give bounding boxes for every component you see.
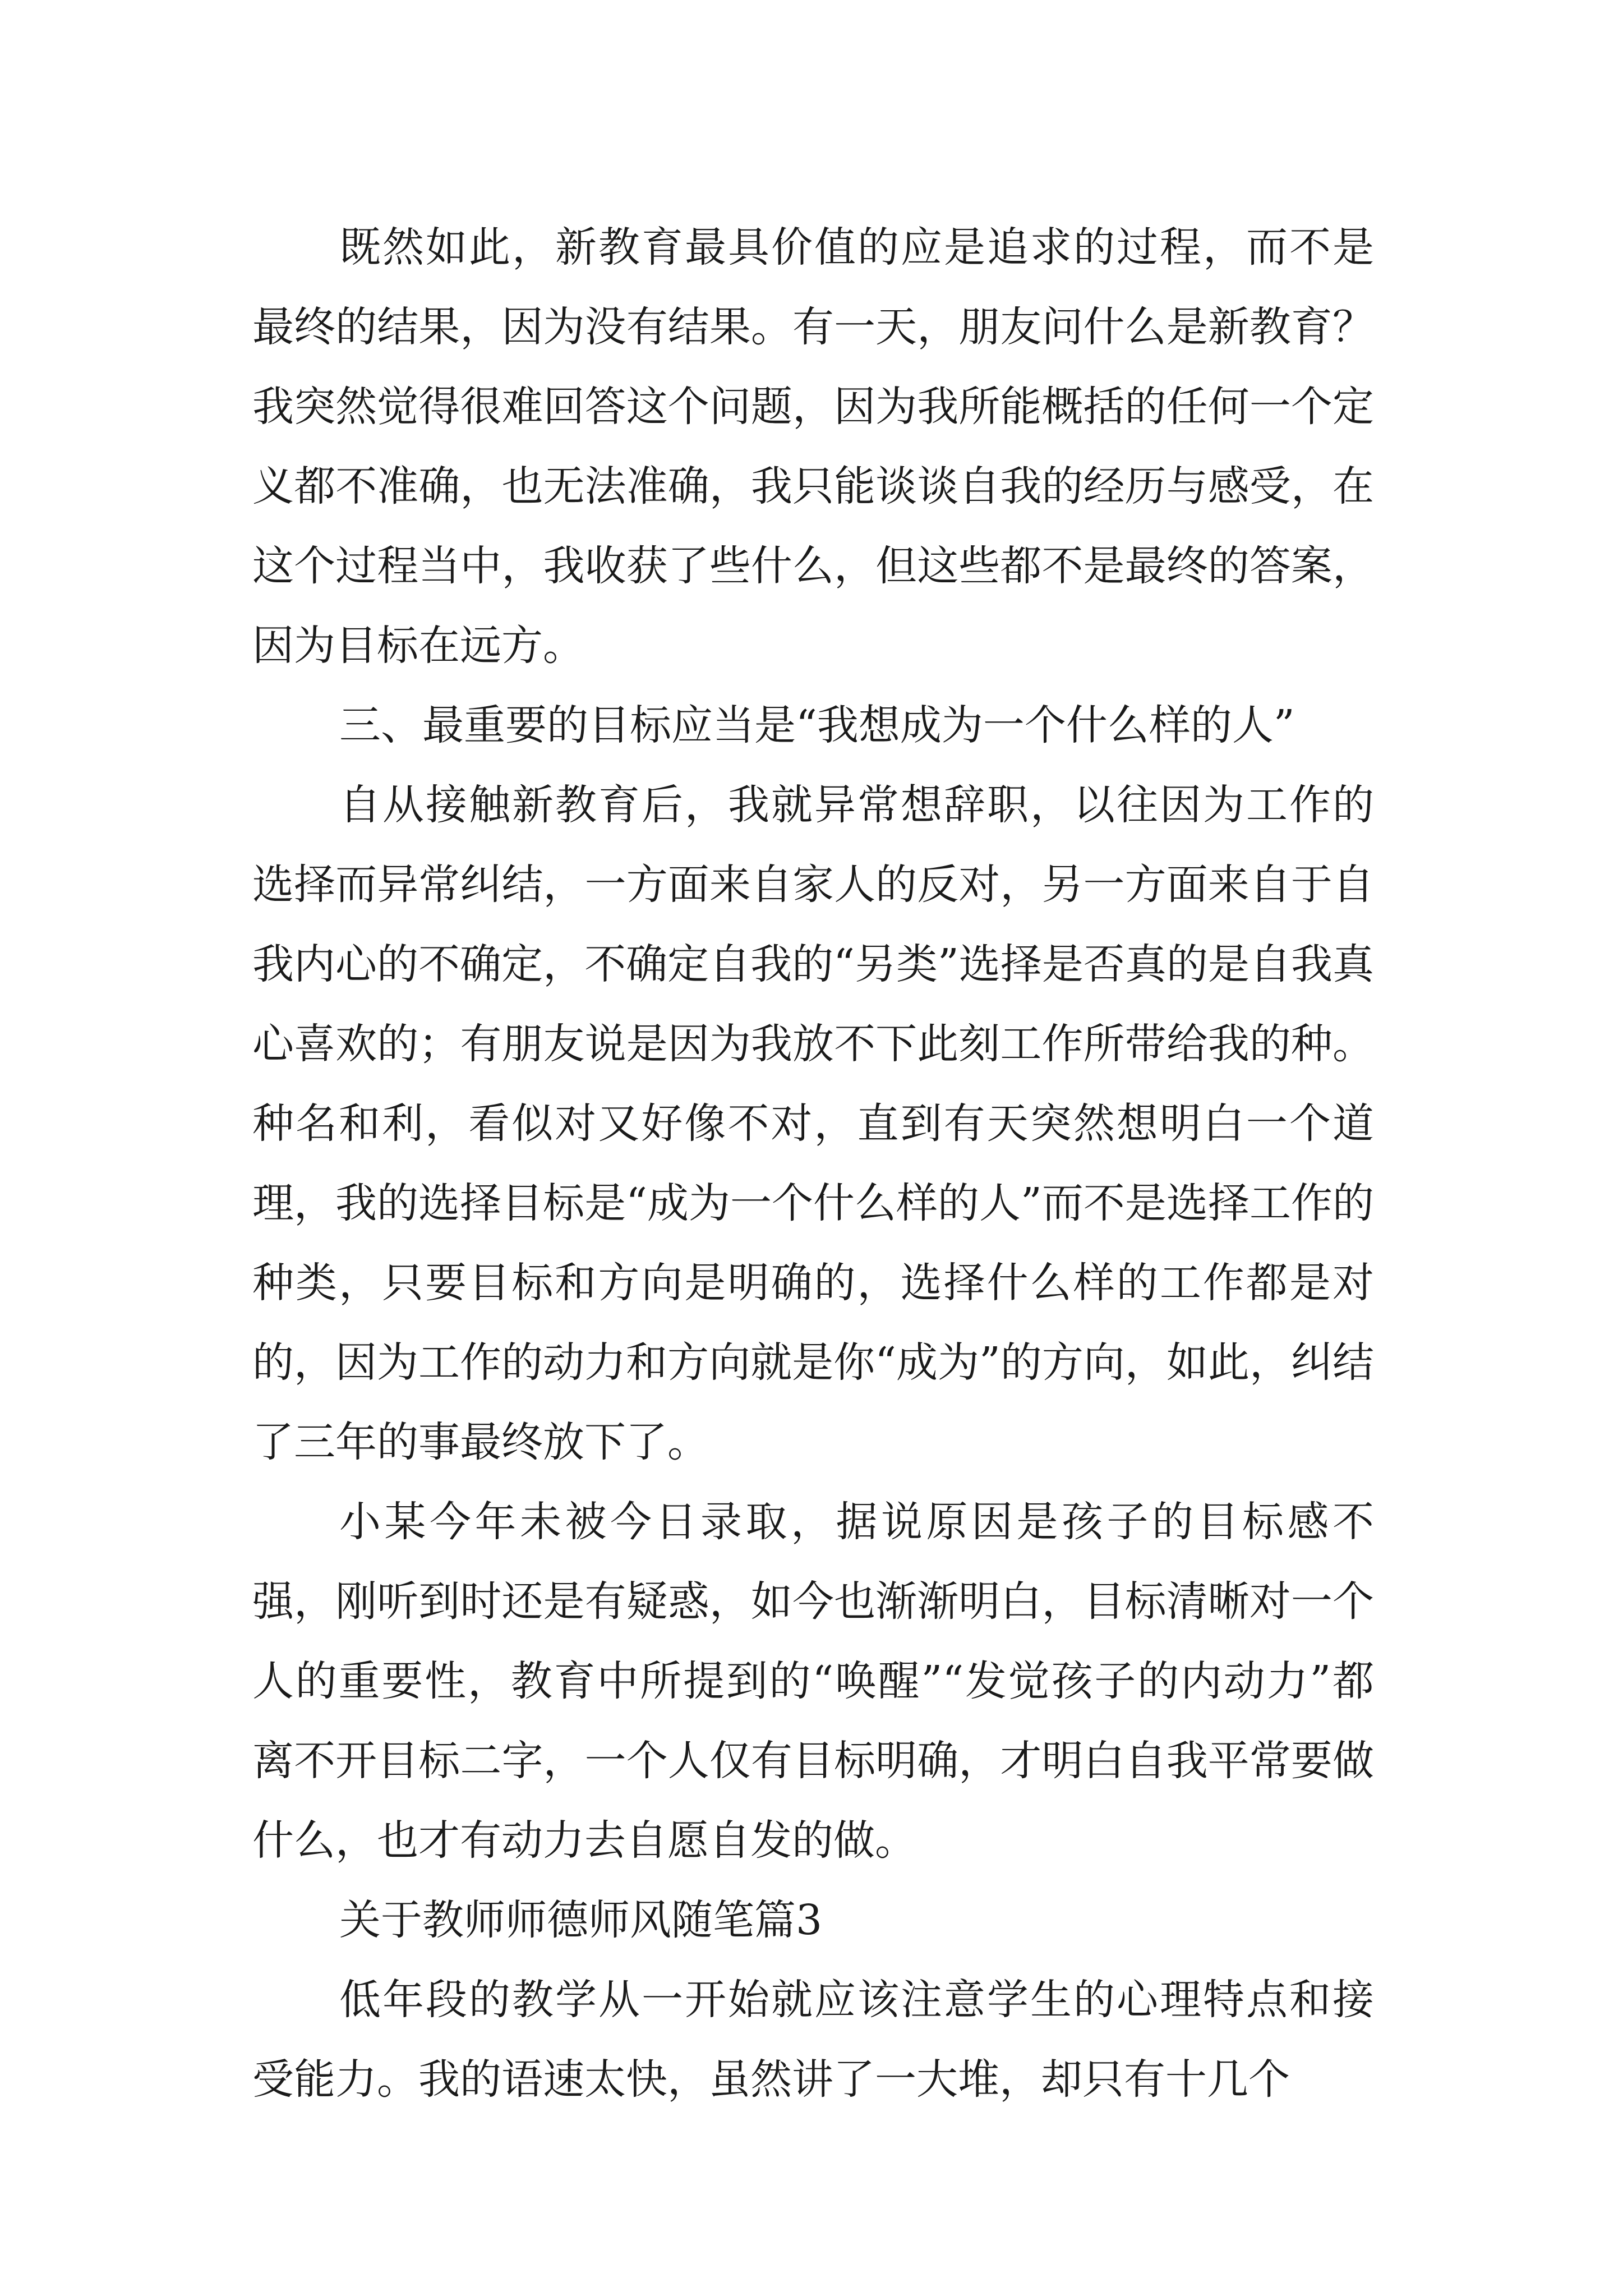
- essay-title: 关于教师师德师风随笔篇3: [339, 1896, 823, 1944]
- paragraph-4: 低年段的教学从一开始就应该注意学生的心理特点和接受能力。我的语速太快，虽然讲了一大堆，却只有十几个: [252, 1976, 1374, 2104]
- paragraph-1: 既然如此，新教育最具价值的应是追求的过程，而不是最终的结果，因为没有结果。有一天，朋友问什么是新教育？我突然觉得很难回答这个问题，因为我所能概括的任何一个定义都不准确，也无法准确，我只能谈谈自我的经历与感受，在这个过程当中，我收获了些什么，但这些都不是最终的答案，因为目标在远方。: [252, 223, 1374, 670]
- paragraph-2: 自从接触新教育后，我就异常想辞职，以往因为工作的选择而异常纠结，一方面来自家人的反对，另一方面来自于自我内心的不确定，不确定自我的“另类”选择是否真的是自我真心喜欢的；有朋友说是因为我放不下此刻工作所带给我的种。种名和利，看似对又好像不对，直到有天突然想明白一个道理，我的选择目标是“成为一个什么样的人”而不是选择工作的种类，只要目标和方向是明确的，选择什么样的工作都是对的，因为工作的动力和方向就是你“成为”的方向，如此，纠结了三年的事最终放下了。: [252, 781, 1374, 1466]
- section-heading-3: 三、最重要的目标应当是“我想成为一个什么样的人”: [339, 701, 1295, 749]
- document-body: [252, 208, 1374, 2119]
- paragraph-3: 小某今年未被今日录取，据说原因是孩子的目标感不强，刚听到时还是有疑惑，如今也渐渐明白，目标清晰对一个人的重要性，教育中所提到的“唤醒”“发觉孩子的内动力”都离不开目标二字，一个人仅有目标明确，才明白自我平常要做什么，也才有动力去自愿自发的做。: [252, 1498, 1374, 1865]
